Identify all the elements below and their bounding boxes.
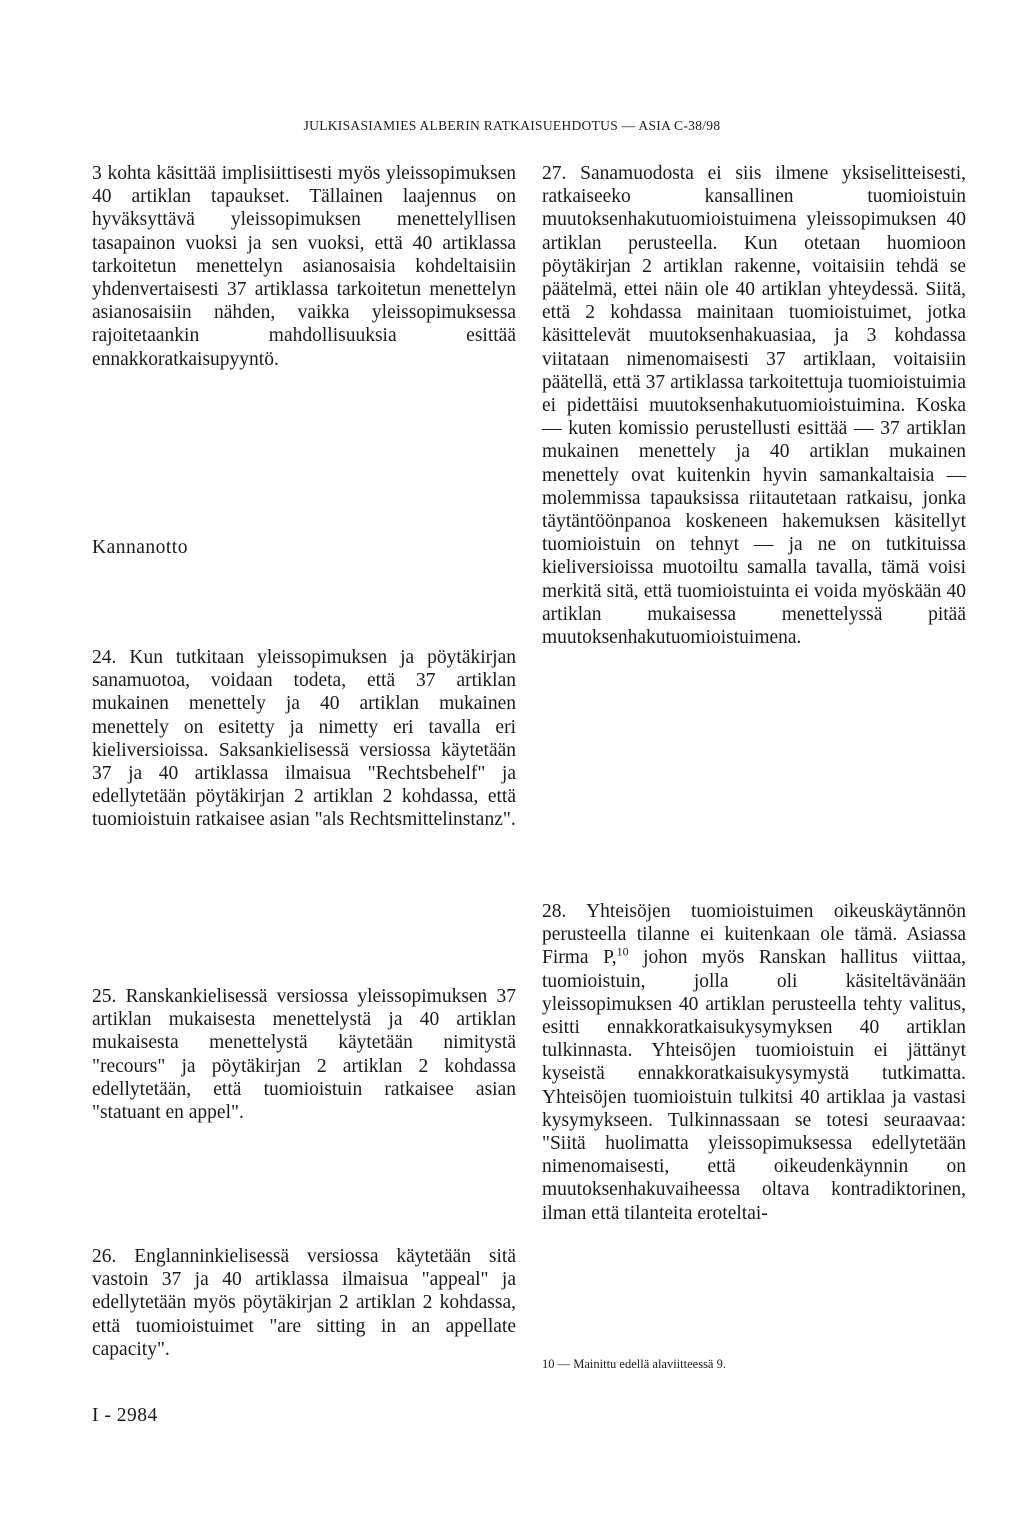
section-heading-kannanotto: Kannanotto (92, 537, 188, 558)
running-header: JULKISASIAMIES ALBERIN RATKAISUEHDOTUS — ASIA C-38/98 (303, 118, 721, 133)
page-number: I - 2984 (92, 1405, 158, 1426)
paragraph-23-continuation: 3 kohta käsittää implisiittisesti myös yleissopimuksen 40 artiklan tapaukset. Tällainen laajennus on hyväksyttävä yleissopimuksen menettelyllisen tasapainon vuoksi ja sen vuoksi, että 40 artiklassa tarkoitetun menettelyn asianosaisia kohdeltaisiin yhdenvertaisesti 37 artiklassa tarkoitetun menettelyn asianosaisiin nähden, vaikka yleissopimuksessa rajoitetaankin mahdollisuuksia esittää ennakkoratkaisupyyntö. (92, 163, 516, 370)
footnote-10: 10 — Mainittu edellä alaviitteessä 9. (542, 1357, 726, 1371)
paragraph-24: 24. Kun tutkitaan yleissopimuksen ja pöytäkirjan sanamuotoa, voidaan todeta, että 37 artiklan mukainen menettely ja 40 artiklan mukainen menettely on esitetty ja nimetty eri tavalla eri kieliversioissa. Saksankielisessä versiossa käytetään 37 ja 40 artiklassa ilmaisua "Rechtsbehelf" ja edellytetään pöytäkirjan 2 artiklan 2 kohdassa, että tuomioistuin ratkaisee asian "als Rechtsmittelinstanz". (92, 647, 516, 831)
paragraph-27: 27. Sanamuodosta ei siis ilmene yksiselitteisesti, ratkaiseeko kansallinen tuomioistuin muutoksenhakutuomioistuimena yleissopimuksen 40 artiklan perusteella. Kun otetaan huomioon pöytäkirjan 2 artiklan rakenne, voitaisiin tehdä se päätelmä, ettei näin ole 40 artiklan yhteydessä. Siitä, että 2 kohdassa mainitaan tuomioistuimet, jotka käsittelevät muutoksenhakuasiaa, ja 3 kohdassa viitataan nimenomaisesti 37 artiklaan, voitaisiin päätellä, että 37 artiklassa tarkoitettuja tuomioistuimia ei pidettäisi muutoksenhakutuomioistuimina. Koska — kuten komissio perustellusti esittää — 37 artiklan mukainen menettely ja 40 artiklan mukainen menettely ovat kuitenkin hyvin samankaltaisia — molemmissa tapauksissa riitautetaan ratkaisu, jonka täytäntöönpanoa koskeneen hakemuksen käsitellyt tuomioistuin on tehnyt — ja ne on tutkituissa kieliversioissa muotoiltu samalla tavalla, tämä voisi merkitä sitä, että tuomioistuinta ei voida myöskään 40 artiklan mukaisessa menettelyssä pitää muutoksenhakutuomioistuimena. (542, 163, 966, 649)
paragraph-28 (542, 900, 966, 1225)
footnote-reference-10[interactable]: 10 (616, 944, 629, 959)
paragraph-26: 26. Englanninkielisessä versiossa käytetään sitä vastoin 37 ja 40 artiklassa ilmaisua "appeal" ja edellytetään myös pöytäkirjan 2 artiklan 2 kohdassa, että tuomioistuimet "are sitting in an appellate capacity". (92, 1246, 516, 1360)
paragraph-28-text-b: johon myös Ranskan hallitus viittaa, tuomioistuin, jolla oli käsiteltävänään yleissopimuksen 40 artiklan perusteella tehty valitus, esitti ennakkoratkaisukysymyksen 40 artiklan tulkinnasta. Yhteisöjen tuomioistuin ei jättänyt kyseistä ennakkoratkaisukysymystä tutkimatta. Yhteisöjen tuomioistuin tulkitsi 40 artiklaa ja vastasi kysymykseen. Tulkinnassaan se totesi seuraavaa: "Siitä huolimatta yleissopimuksessa edellytetään nimenomaisesti, että oikeudenkäynnin on muutoksenhakuvaiheessa oltava kontradiktorinen, ilman että tilanteita eroteltai- (542, 947, 966, 1224)
paragraph-25: 25. Ranskankielisessä versiossa yleissopimuksen 37 artiklan mukaisesta menettelystä ja 40 artiklan mukaisesta menettelystä käytetään nimitystä "recours" ja pöytäkirjan 2 artiklan 2 kohdassa edellytetään, että tuomioistuin ratkaisee asian "statuant en appel". (92, 986, 516, 1124)
paragraph-28-text-a: 28. Yhteisöjen tuomioistuimen oikeuskäytännön perusteella tilanne ei kuitenkaan ole tämä. Asiassa Firma P, (542, 901, 966, 969)
